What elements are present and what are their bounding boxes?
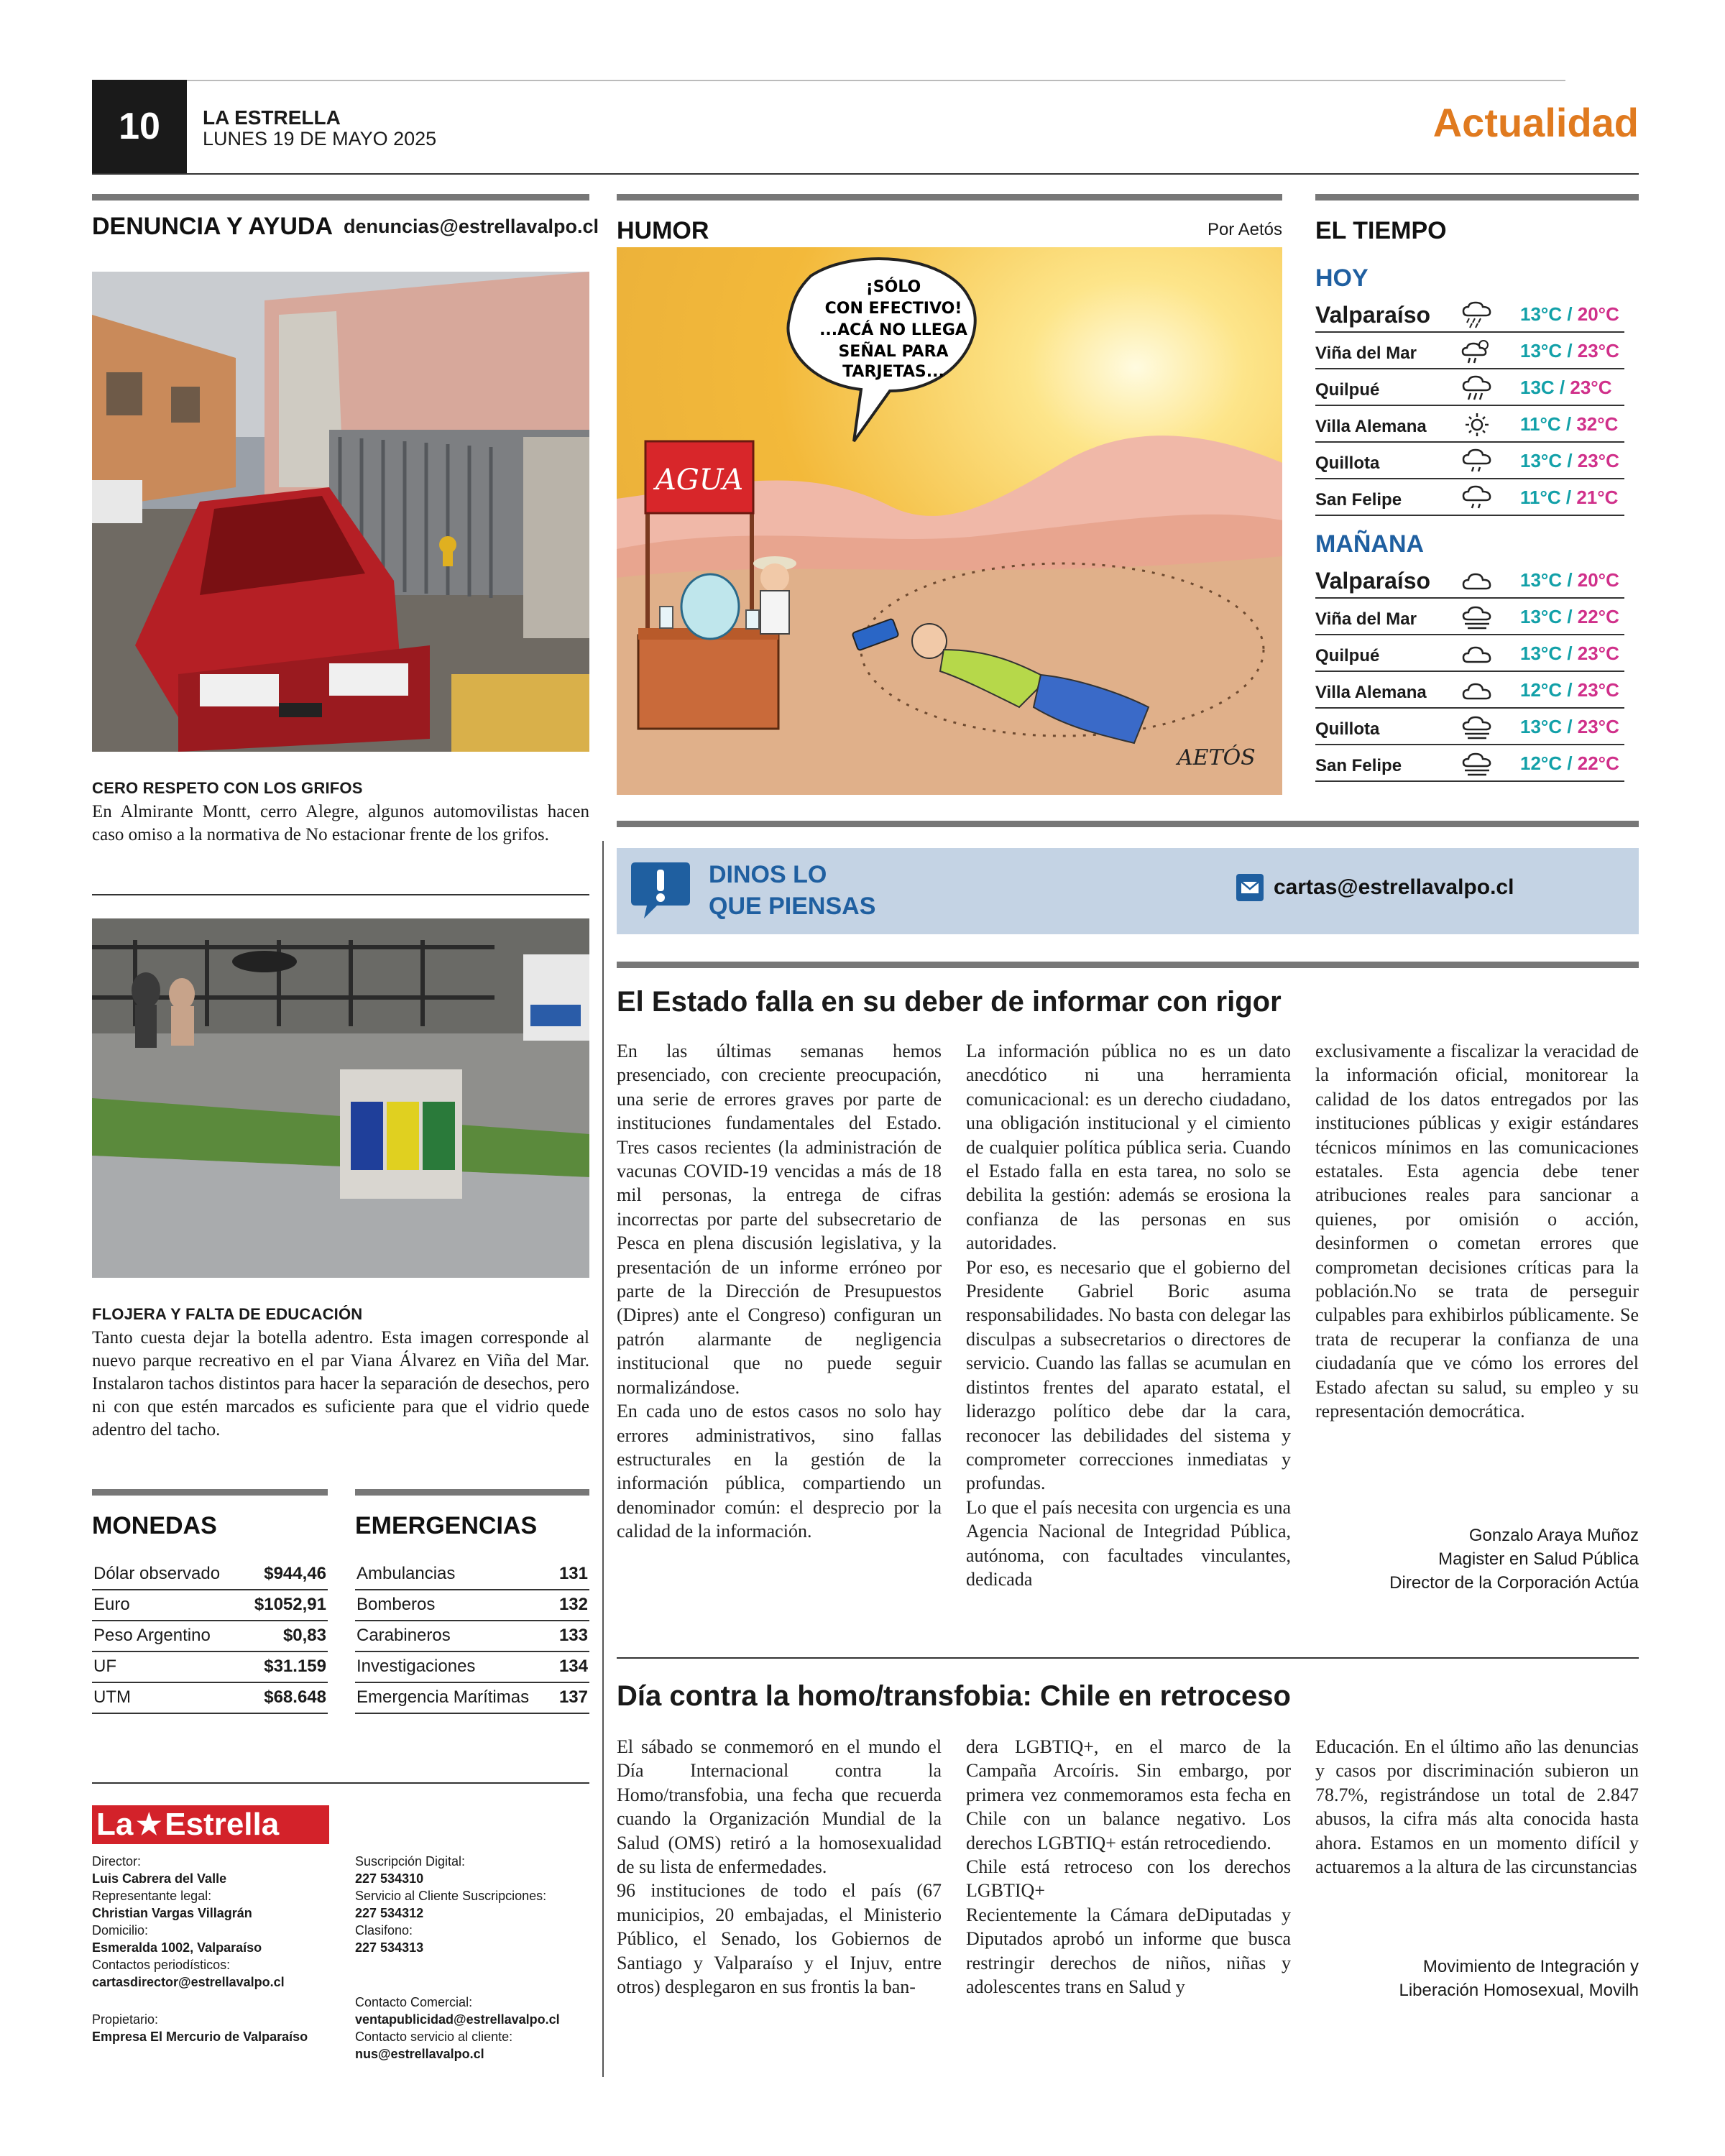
caption-1-block: [92, 779, 589, 847]
light-rain-cloud-icon: [1460, 484, 1494, 512]
temp-min: 13°C: [1520, 716, 1563, 737]
cloud-icon: [1460, 567, 1494, 594]
caption-1-title: CERO RESPETO CON LOS GRIFOS: [92, 779, 363, 797]
clasifono-label: Clasifono:: [355, 1923, 413, 1938]
masthead-logo: [92, 1805, 329, 1844]
legal-label: Representante legal:: [92, 1889, 212, 1903]
mail-icon: [1236, 874, 1264, 901]
temp-max: 23°C: [1577, 679, 1619, 701]
weather-temps: [1520, 679, 1619, 701]
currency-row: [92, 1651, 328, 1682]
currency-value: $68.648: [242, 1682, 328, 1713]
article1-para: Por eso, es necesario que el gobierno del Presidente Gabriel Boric asuma responsabilidades. No basta con delegar las disculpas a subsecretarios o directores de servicio. Cuando las fallas se acumulan en distintos frentes del aparato estatal, el liderazgo político debe dar la cara, reconocer las debilidades del sistema y comprometer correcciones inmediatas y profundas.: [966, 1256, 1291, 1494]
dinos-line-2: QUE PIENSAS: [709, 893, 876, 920]
temp-max: 21°C: [1576, 487, 1619, 508]
suscripcion-phone: 227 534310: [355, 1871, 424, 1886]
temp-max: 20°C: [1577, 569, 1619, 591]
weather-row: [1315, 707, 1624, 745]
humor-title: HUMOR: [617, 217, 709, 244]
article2-para: Recientemente la Cámara deDiputadas y Diputados aprobó un informe que busca restringir derechos de niños, niñas y adolescentes trans en Salud y: [966, 1904, 1291, 1998]
temp-max: 22°C: [1577, 752, 1619, 774]
temp-max: 23°C: [1570, 377, 1612, 398]
monedas-title: MONEDAS: [92, 1512, 217, 1539]
emergency-number[interactable]: 132: [553, 1590, 589, 1621]
weather-city: Quilpué: [1315, 380, 1380, 400]
header-bottom-rule: [92, 173, 1639, 175]
currency-label: UF: [92, 1651, 242, 1682]
caption-2-block: [92, 1305, 589, 1442]
comercial-label: Contacto Comercial:: [355, 1995, 473, 2009]
section-title: Actualidad: [1432, 100, 1639, 145]
weather-today-label: HOY: [1315, 264, 1368, 292]
humor-author: Por Aetós: [1207, 220, 1282, 239]
servicio-phone: 227 534312: [355, 1906, 424, 1920]
weather-temps: [1520, 716, 1619, 738]
cloud-icon: [1460, 677, 1494, 704]
masthead-top-rule: [92, 1782, 589, 1784]
article1-para: En las últimas semanas hemos presenciado, con creciente preocupación, una serie de errores graves por parte de instituciones fundamentales del Estado. Tres casos recientes (la administración de vacunas COVID-19 vencidas a más de 18 mil personas, la entrega de cifras incorrectas por parte del subsecretario de Pesca en plena discusión legislativa, y la presentación de un informe erróneo por parte de la Dirección de Presupuestos (Dipres) ante el Congreso) configuran un patrón alarmante de negligencia institucional que no puede seguir normalizándose.: [617, 1041, 942, 1398]
temp-min: 13°C: [1520, 340, 1563, 361]
article2-para: 96 instituciones de todo el país (67 municipios, 20 embajadas, el Ministerio Público, el Senado, los Gobiernos de Santiago y Valparaíso y el Injuv, entre otros) desplegaron en sus frontis la ban-: [617, 1880, 942, 1998]
exclamation-icon: [628, 857, 693, 921]
weather-city: Valparaíso: [1315, 568, 1431, 594]
weather-city: Valparaíso: [1315, 302, 1431, 328]
caption-2-text: Tanto cuesta dejar la botella adentro. Esta imagen corresponde al nuevo parque recreativo en el par Viana Álvarez en Viña del Mar. Instalaron tachos distintos para hacer la separación de desechos, pero ni con que estén marcados es suficiente para que el vidrio quede adentro del tacho.: [92, 1328, 589, 1439]
director-name: Luis Cabrera del Valle: [92, 1871, 227, 1886]
article2-para: Chile está retroceso con los derechos LGBTIQ+: [966, 1856, 1291, 1902]
weather-city: Villa Alemana: [1315, 417, 1427, 436]
comercial-email[interactable]: ventapublicidad@estrellavalpo.cl: [355, 2012, 560, 2027]
weather-city: San Felipe: [1315, 490, 1402, 510]
emergency-label: Carabineros: [355, 1621, 553, 1651]
clasifono-phone: 227 534313: [355, 1940, 424, 1955]
domicilio-label: Domicilio:: [92, 1923, 149, 1938]
domicilio-value: Esmeralda 1002, Valparaíso: [92, 1940, 262, 1955]
currency-label: Peso Argentino: [92, 1621, 242, 1651]
cartoon: [617, 247, 1282, 795]
weather-temps: [1520, 340, 1619, 362]
dinos-email[interactable]: cartas@estrellavalpo.cl: [1274, 875, 1514, 899]
monedas-top-rule: [92, 1489, 328, 1496]
fog-cloud-icon: [1460, 714, 1494, 741]
weather-temps: [1520, 413, 1618, 436]
drizzle-icon: [1460, 301, 1494, 328]
masthead-left-info: [92, 1853, 351, 2045]
weather-row: [1315, 331, 1624, 369]
temp-max: 32°C: [1576, 413, 1619, 435]
weather-row: [1315, 441, 1624, 479]
org-line-2: Liberación Homosexual, Movilh: [1399, 1981, 1639, 2000]
weather-row: [1315, 405, 1624, 443]
article2-para: dera LGBTIQ+, en el marco de la Campaña Arcoíris. Sin embargo, por primera vez conmemoramos esta fecha en Chile con un balance negativo. Los derechos LGBTIQ+ están retrocediendo.: [966, 1736, 1291, 1853]
temp-min: 12°C: [1520, 752, 1563, 774]
weather-temps: [1520, 450, 1619, 472]
temp-separator: /: [1562, 340, 1578, 361]
weather-city: Viña del Mar: [1315, 344, 1417, 363]
weather-city: Viña del Mar: [1315, 609, 1417, 629]
currency-value: $1052,91: [242, 1590, 328, 1621]
temp-min: 13°C: [1520, 606, 1563, 627]
photo-recycling-bins: [92, 918, 589, 1278]
article1-para: La información pública no es un dato anecdótico ni una herramienta comunicacional: es un derecho ciudadano, una obligación institucional y el cimiento de cualquier política pública seria. Cuando el Estado falla en esta tarea, no solo se debilita la gestión: además se erosiona la confianza de las personas en sus autoridades.: [966, 1041, 1291, 1254]
director-label: Director:: [92, 1854, 142, 1869]
weather-row: [1315, 478, 1624, 516]
temp-separator: /: [1560, 413, 1577, 435]
article1-para: En cada uno de estos casos no solo hay errores administrativos, sino fallas estructurales en la gestión de la información pública, compartiendo un denominador común: el desprecio por la calidad de la información.: [617, 1401, 942, 1542]
emergency-number[interactable]: 137: [553, 1682, 589, 1713]
temp-max: 23°C: [1577, 716, 1619, 737]
article-separator: [617, 1657, 1639, 1659]
fog-cloud-icon: [1460, 604, 1494, 631]
caption-2-title: FLOJERA Y FALTA DE EDUCACIÓN: [92, 1305, 363, 1323]
weather-panel: [1315, 259, 1639, 805]
bubble-line-2: CON EFECTIVO!: [824, 300, 962, 318]
page-number: 10: [119, 106, 160, 147]
weather-row: [1315, 671, 1624, 709]
article2-signature: [1399, 1955, 1639, 2002]
currency-value: $944,46: [242, 1560, 328, 1590]
photo-red-car: [92, 272, 589, 752]
weather-temps: [1520, 642, 1619, 665]
legal-name: Christian Vargas Villagrán: [92, 1906, 252, 1920]
column-divider: [602, 841, 604, 2077]
temp-max: 23°C: [1577, 340, 1619, 361]
weather-row: [1315, 744, 1624, 782]
weather-temps: [1520, 487, 1618, 509]
temp-min: 13°C: [1520, 642, 1563, 664]
currency-label: Euro: [92, 1590, 242, 1621]
cliente-label: Contacto servicio al cliente:: [355, 2030, 513, 2044]
sun-icon: [1460, 411, 1494, 438]
temp-min: 13°C: [1520, 569, 1563, 591]
light-rain-cloud-icon: [1460, 448, 1494, 475]
emergencias-table: [355, 1560, 589, 1714]
top-rule: [92, 80, 1565, 81]
contactos-email[interactable]: cartasdirector@estrellavalpo.cl: [92, 1975, 285, 1989]
currency-value: $31.159: [242, 1651, 328, 1682]
article1-title: El Estado falla en su deber de informar con rigor: [617, 986, 1282, 1018]
servicio-label: Servicio al Cliente Suscripciones:: [355, 1889, 547, 1903]
weather-city: San Felipe: [1315, 756, 1402, 775]
bubble-line-5: TARJETAS...: [842, 363, 944, 381]
emergency-row: [355, 1682, 589, 1713]
currency-row: [92, 1560, 328, 1590]
emergency-row: [355, 1651, 589, 1682]
bubble-line-1: ¡SÓLO: [865, 278, 921, 296]
emergency-number[interactable]: 134: [553, 1651, 589, 1682]
temp-separator: /: [1562, 642, 1578, 664]
emergency-label: Bomberos: [355, 1590, 553, 1621]
temp-max: 22°C: [1577, 606, 1619, 627]
emergencias-title: EMERGENCIAS: [355, 1512, 538, 1539]
sun-rain-cloud-icon: [1460, 338, 1494, 365]
cloud-icon: [1460, 640, 1494, 668]
article1-col3: [1315, 1039, 1639, 1424]
contactos-label: Contactos periodísticos:: [92, 1958, 231, 1972]
weather-tomorrow-label: MAÑANA: [1315, 530, 1425, 558]
weather-city: Quilpué: [1315, 646, 1380, 665]
article1-top-rule: [617, 962, 1639, 968]
weather-row: [1315, 368, 1624, 406]
emergency-row: [355, 1590, 589, 1621]
emergency-row: [355, 1621, 589, 1651]
cliente-email[interactable]: nus@estrellavalpo.cl: [355, 2047, 484, 2061]
weather-row: [1315, 295, 1624, 333]
star-icon: ★: [136, 1809, 162, 1841]
weather-row: [1315, 561, 1624, 599]
suscripcion-label: Suscripción Digital:: [355, 1854, 466, 1869]
page-number-box: [92, 80, 187, 173]
fog-cloud-icon: [1460, 750, 1494, 778]
denuncia-title: DENUNCIA Y AYUDA: [92, 213, 334, 240]
weather-temps: [1520, 752, 1619, 775]
temp-min: 13°C: [1520, 450, 1563, 471]
article1-para: exclusivamente a fiscalizar la veracidad de la información oficial, monitorear la calidad de los datos entregados por las instituciones públicas y exigir estándares técnicos mínimos en las comunicaciones estatales. Esta agencia debe tener atribuciones reales para sancionar a quienes, por omisión o acción, desinformen o cometan errores que comprometan decisiones críticas para la población.No se trata de perseguir culpables para exhibirlos públicamente. Se trata de recuperar la confianza de una ciudadanía que ve cómo los errores del Estado afectan su salud, su empleo y su representación democrática.: [1315, 1041, 1639, 1422]
temp-separator: /: [1554, 377, 1570, 398]
article2-title: Día contra la homo/transfobia: Chile en retroceso: [617, 1680, 1291, 1712]
weather-temps: [1520, 606, 1619, 628]
dinos-line-1: DINOS LO: [709, 861, 827, 888]
emergency-label: Investigaciones: [355, 1651, 553, 1682]
weather-city: Villa Alemana: [1315, 683, 1427, 702]
issue-date: LUNES 19 DE MAYO 2025: [203, 128, 437, 149]
weather-temps: [1520, 303, 1619, 326]
weather-row: [1315, 597, 1624, 635]
weather-temps: [1520, 377, 1611, 399]
org-line-1: Movimiento de Integración y: [1422, 1957, 1639, 1976]
bubble-line-4: SEÑAL PARA: [838, 343, 949, 361]
currency-row: [92, 1682, 328, 1713]
article2-col2: [966, 1735, 1291, 1999]
article1-col2: [966, 1039, 1291, 1591]
logo-text-left: La: [96, 1807, 134, 1842]
weather-city: Quillota: [1315, 453, 1380, 473]
emergency-number[interactable]: 133: [553, 1621, 589, 1651]
temp-min: 13°C: [1520, 303, 1563, 325]
currency-row: [92, 1621, 328, 1651]
emergency-label: Emergencia Marítimas: [355, 1682, 553, 1713]
newspaper-name: LA ESTRELLA: [203, 106, 341, 129]
weather-title: EL TIEMPO: [1315, 217, 1447, 244]
article2-para: El sábado se conmemoró en el mundo el Día Internacional contra la Homo/transfobia, una fecha que recuerda cuando la Organización Mundial de la Salud (OMS) retiró a la homosexualidad de su lista de enfermedades.: [617, 1736, 942, 1878]
masthead-right-info: [355, 1853, 592, 2063]
weather-temps: [1520, 569, 1619, 591]
temp-min: 12°C: [1520, 679, 1563, 701]
temp-separator: /: [1560, 487, 1577, 508]
article2-col3: [1315, 1735, 1639, 1879]
temp-min: 11°C: [1520, 413, 1561, 435]
temp-separator: /: [1562, 569, 1578, 591]
weather-top-rule: [1315, 194, 1639, 201]
humor-top-rule: [617, 194, 1282, 201]
author-role: Director de la Corporación Actúa: [1389, 1573, 1639, 1593]
author-name: Gonzalo Araya Muñoz: [1468, 1526, 1639, 1545]
denuncia-email[interactable]: denuncias@estrellavalpo.cl: [344, 216, 599, 237]
emergency-label: Ambulancias: [355, 1560, 553, 1590]
currency-label: Dólar observado: [92, 1560, 242, 1590]
propietario-label: Propietario:: [92, 2012, 159, 2027]
bubble-line-3: ...ACÁ NO LLEGA: [819, 321, 967, 339]
temp-min: 13C: [1520, 377, 1555, 398]
emergency-number[interactable]: 131: [553, 1560, 589, 1590]
article2-col1: [617, 1735, 942, 1999]
temp-max: 23°C: [1577, 450, 1619, 471]
water-sign: AGUA: [655, 464, 744, 497]
temp-separator: /: [1562, 606, 1578, 627]
temp-separator: /: [1562, 450, 1578, 471]
caption-1-text: En Almirante Montt, cerro Alegre, algunos automovilistas hacen caso omiso a la normativa de No estacionar frente de los grifos.: [92, 802, 589, 844]
dinos-top-rule: [617, 821, 1639, 827]
temp-max: 20°C: [1577, 303, 1619, 325]
temp-separator: /: [1562, 679, 1578, 701]
dinos-banner: [617, 848, 1639, 934]
monedas-table: [92, 1560, 328, 1714]
logo-text-right: Estrella: [165, 1807, 280, 1842]
temp-min: 11°C: [1520, 487, 1561, 508]
article1-para: Lo que el país necesita con urgencia es una Agencia Nacional de Integridad Pública, autónoma, con facultades vinculantes, dedicada: [966, 1496, 1291, 1590]
propietario-value: Empresa El Mercurio de Valparaíso: [92, 2030, 308, 2044]
temp-separator: /: [1562, 752, 1578, 774]
article1-signature: [1389, 1524, 1639, 1595]
temp-max: 23°C: [1577, 642, 1619, 664]
currency-label: UTM: [92, 1682, 242, 1713]
weather-row: [1315, 634, 1624, 672]
article2-para: Educación. En el último año las denuncias y casos por discriminación subieron un 78.7%, registrándose un total de 2.847 abusos, la cifra más alta conocida hasta ahora. Estamos en un momento difícil y actuaremos a la altura de las circunstancias: [1315, 1736, 1639, 1878]
denuncia-separator: [92, 894, 589, 895]
currency-value: $0,83: [242, 1621, 328, 1651]
article1-col1: [617, 1039, 942, 1544]
emergency-row: [355, 1560, 589, 1590]
emergencias-top-rule: [355, 1489, 589, 1496]
cartoon-signature: AETÓS: [1177, 745, 1256, 770]
rain-cloud-icon: [1460, 374, 1494, 402]
author-degree: Magister en Salud Pública: [1438, 1549, 1639, 1569]
denuncia-top-rule: [92, 194, 589, 201]
temp-separator: /: [1562, 716, 1578, 737]
temp-separator: /: [1562, 303, 1578, 325]
currency-row: [92, 1590, 328, 1621]
weather-city: Quillota: [1315, 719, 1380, 739]
